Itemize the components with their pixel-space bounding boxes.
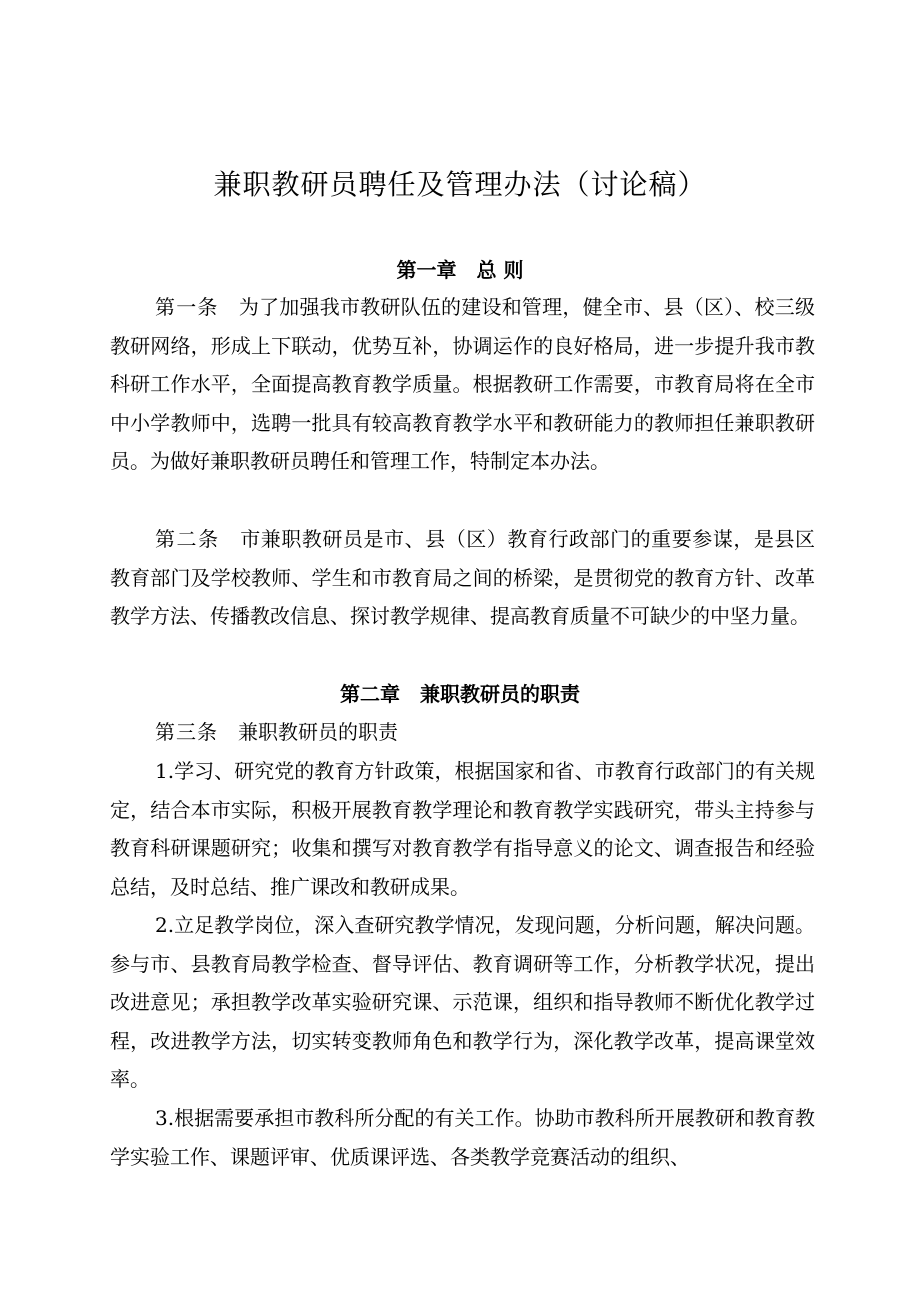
list-item-2: 2.立足教学岗位，深入查研究教学情况，发现问题，分析问题，解决问题。参与市、县教育局教学检查、督导评估、教育调研等工作，分析教学状况，提出改进意见；承担教学改革实验研究课、示范课，组织和指导教师不断优化教学过程，改进教学方法，切实转变教师角色和教学行为，深化教学改革，提高课堂效率。: [110, 913, 815, 1092]
article-label: 第三条: [155, 720, 218, 744]
article-label: 第二条: [155, 527, 220, 551]
article-1: [110, 288, 815, 481]
article-text: 市兼职教研员是市、县（区）教育行政部门的重要参谋，是县区教育部门及学校教师、学生和市教育局之间的桥梁，是贯彻党的教育方针、改革教学方法、传播教改信息、探讨教学规律、提高教育质量不可缺少的中坚力量。: [110, 527, 816, 629]
chapter-heading-1: 第一章 总 则: [396, 258, 524, 282]
list-item-1: 1.学习、研究党的教育方针政策，根据国家和省、市教育行政部门的有关规定，结合本市实际，积极开展教育教学理论和教育教学实践研究，带头主持参与教育科研课题研究；收集和撰写对教育教学有指导意义的论文、调查报告和经验总结，及时总结、推广课改和教研成果。: [110, 759, 815, 899]
article-3: [110, 713, 815, 752]
list-item-3: 3.根据需要承担市教科所分配的有关工作。协助市教科所开展教研和教育教学实验工作、课题评审、优质课评选、各类教学竞赛活动的组织、: [110, 1106, 815, 1169]
article-text: 兼职教研员的职责: [238, 720, 398, 744]
article-text: 为了加强我市教研队伍的建设和管理，健全市、县（区）、校三级教研网络，形成上下联动，优势互补，协调运作的良好格局，进一步提升我市教科研工作水平，全面提高教育教学质量。根据教研工作需要，市教育局将在全市中小学教师中，选聘一批具有较高教育教学水平和教研能力的教师担任兼职教研员。为做好兼职教研员聘任和管理工作，特制定本办法。: [110, 295, 815, 474]
chapter-heading-2: 第二章 兼职教研员的职责: [340, 682, 580, 706]
article-2: [110, 520, 815, 636]
article-label: 第一条: [155, 295, 219, 319]
document-title: 兼职教研员聘任及管理办法（讨论稿）: [213, 168, 707, 201]
